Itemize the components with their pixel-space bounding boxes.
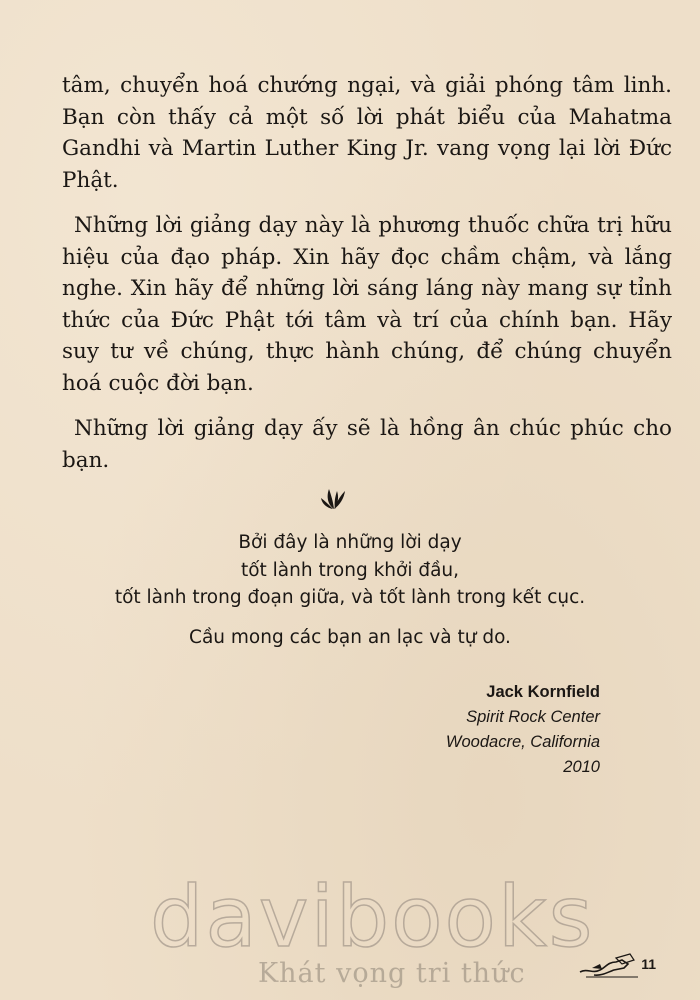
page-number-area: [578, 950, 668, 980]
verse-line-1: Bởi đây là những lời dạy: [238, 532, 462, 553]
watermark-brand: davibooks: [150, 868, 595, 966]
page-corner-flourish-icon: [578, 950, 640, 978]
verse-line-3: tốt lành trong đoạn giữa, và tốt lành trong kết cục.: [114, 587, 586, 608]
author-year: 2010: [563, 758, 600, 776]
page-number: 11: [641, 956, 656, 972]
author-city: Woodacre, California: [445, 733, 600, 751]
verse-wish: Cầu mong các bạn an lạc và tự do.: [189, 626, 511, 648]
paragraph-teachings: Những lời giảng dạy này là phương thuốc chữa trị hữu hiệu của đạo pháp. Xin hãy đọc chầm chậm, và lắng nghe. Xin hãy để những lời sáng láng này mang sự tỉnh thức của Đức Phật tới tâm và trí của chính bạn. Hãy suy tư về chúng, thực hành chúng, để chúng chuyển hoá cuộc đời bạn.: [62, 213, 672, 396]
author-place: Spirit Rock Center: [466, 708, 600, 726]
paragraph-blessing: Những lời giảng dạy ấy sẽ là hồng ân chúc phúc cho bạn.: [62, 416, 672, 473]
body-text: [62, 70, 672, 490]
author-name: Jack Kornfield: [486, 683, 600, 701]
author-signature: [446, 680, 600, 780]
verse-line-2: tốt lành trong khởi đầu,: [240, 559, 460, 581]
lotus-ornament-icon: [318, 485, 350, 511]
watermark-tagline: Khát vọng tri thức: [258, 958, 526, 989]
closing-verse: [80, 529, 620, 651]
paragraph-continuation: tâm, chuyển hoá chướng ngại, và giải phóng tâm linh. Bạn còn thấy cả một số lời phát biểu của Mahatma Gandhi và Martin Luther King Jr. vang vọng lại lời Đức Phật.: [62, 73, 672, 193]
